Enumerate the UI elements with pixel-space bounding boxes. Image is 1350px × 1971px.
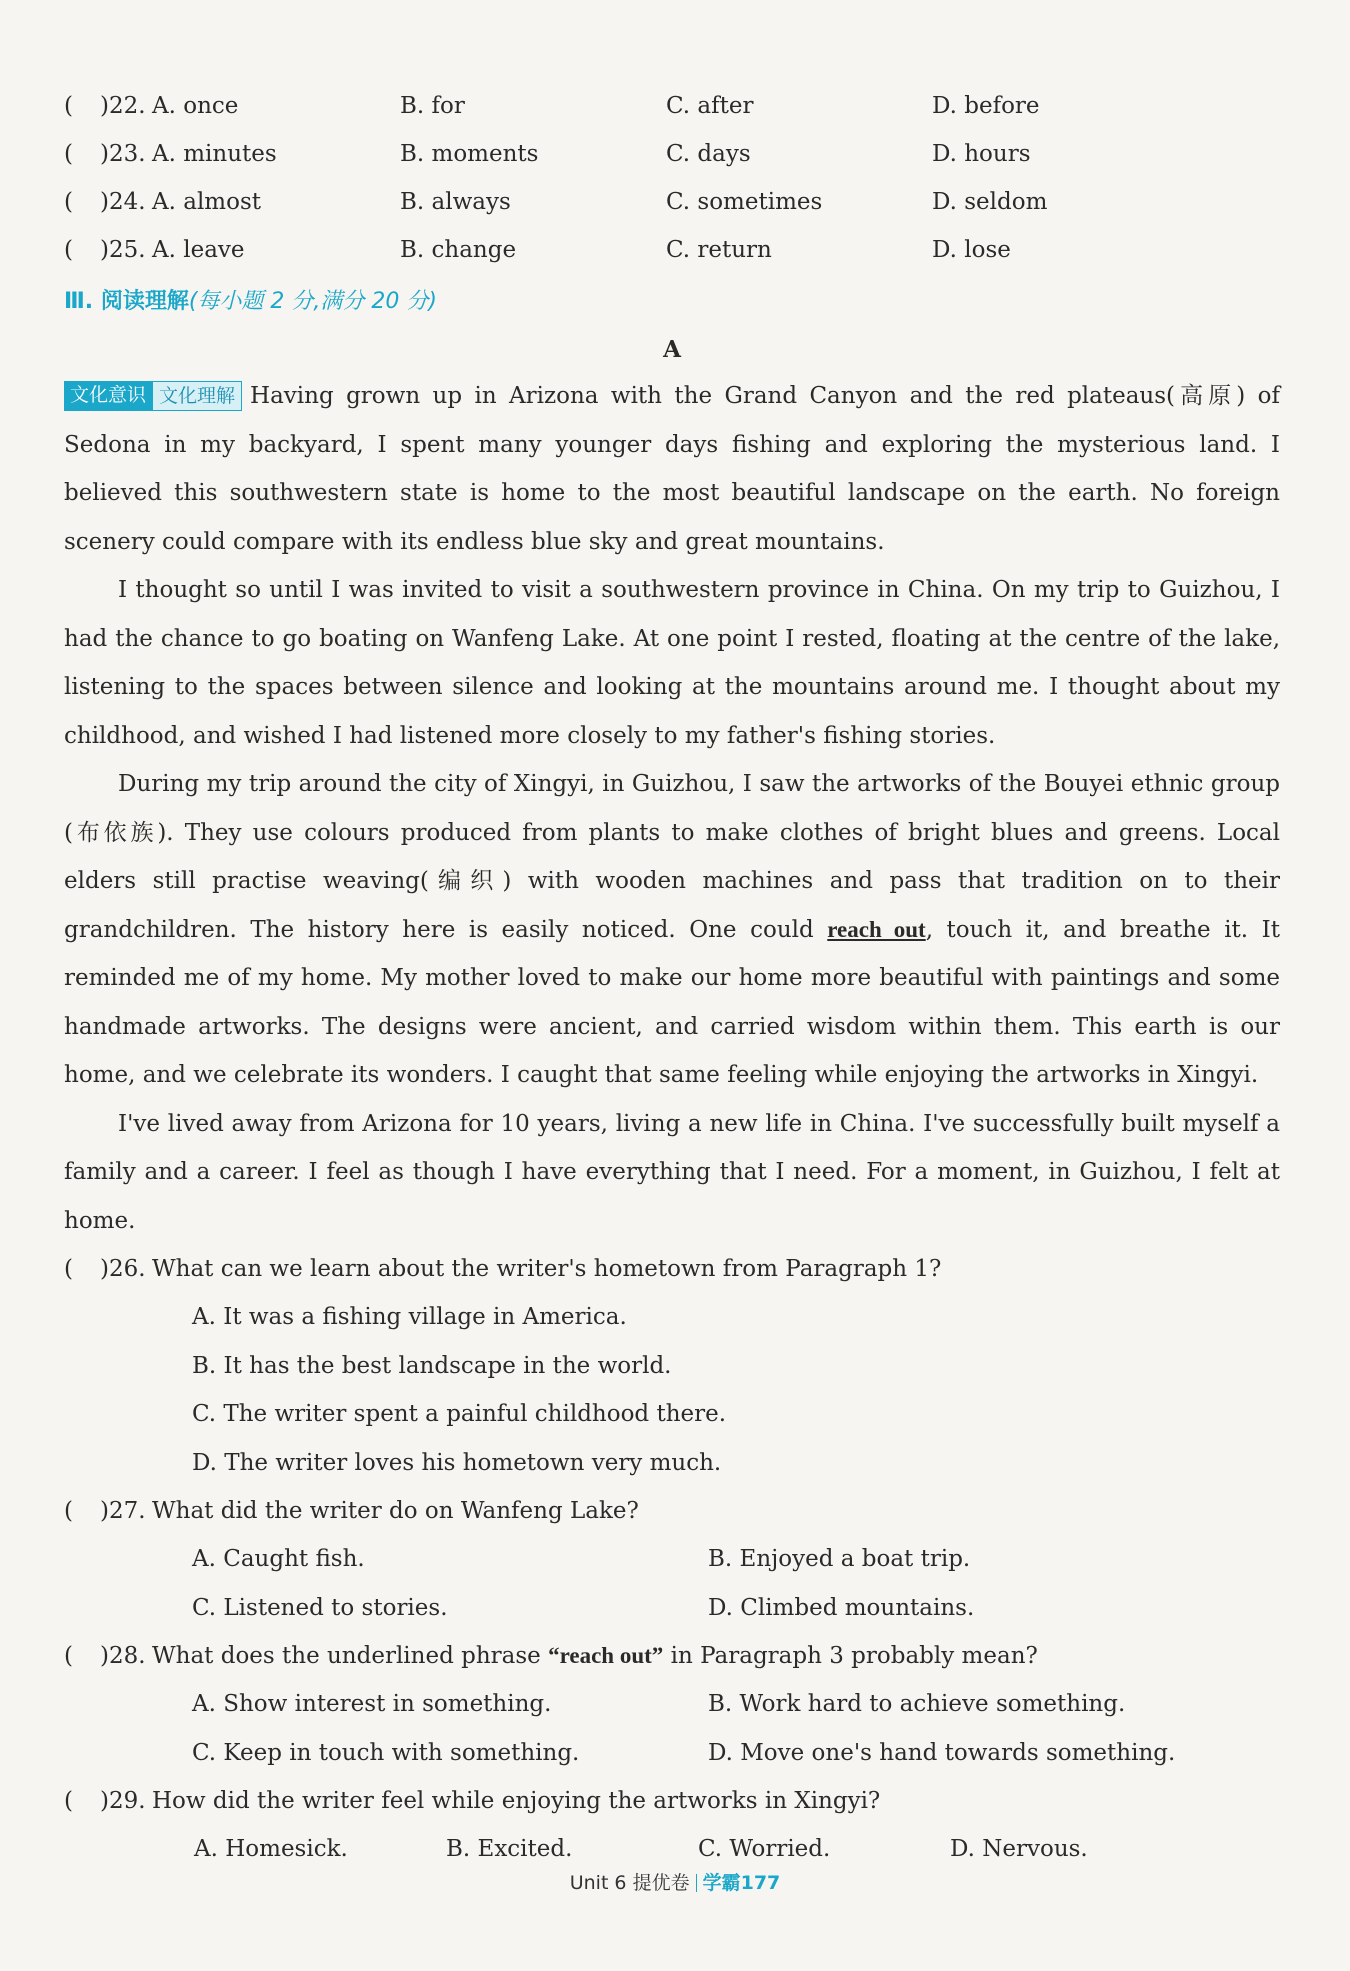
tag-cultural-awareness: 文化意识 <box>64 381 152 411</box>
cloze-options <box>64 82 1280 274</box>
option-b: B. for <box>400 93 465 119</box>
option-c: C. days <box>666 141 751 167</box>
question-29 <box>64 1777 1280 1874</box>
question-stem-line <box>64 1632 1280 1680</box>
cloze-row-24 <box>64 178 1280 226</box>
option-row <box>64 1825 1280 1874</box>
option-row-1 <box>64 1535 1280 1584</box>
question-number: )22. <box>100 93 146 119</box>
passage-heading: A <box>663 336 681 363</box>
option-c: C. Keep in touch with something. <box>192 1739 580 1766</box>
answer-blank[interactable]: ( <box>64 1788 73 1814</box>
question-stem-line <box>64 1777 1280 1825</box>
paragraph-2: I thought so until I was invited to visit a southwestern province in China. On my trip to Guizhou, I had the chance to go boating on Wanfeng Lake. At one point I rested, floating at the centre of the lake, listening to the spaces between silence and looking at the mountains around me. I thought about my childhood, and wished I had listened more closely to my father's fishing stories. <box>64 577 1280 749</box>
paragraph-1 <box>64 372 1280 566</box>
option-a: A. Caught fish. <box>192 1546 365 1572</box>
option-b: B. It has the best landscape in the world. <box>192 1352 672 1379</box>
option-d: D. Climbed mountains. <box>708 1594 975 1621</box>
option-row-1 <box>64 1680 1280 1729</box>
option-a: A. leave <box>152 237 245 263</box>
option-c: C. sometimes <box>666 189 823 215</box>
footer-brand: 学霸 <box>702 1872 741 1894</box>
answer-blank[interactable]: ( <box>64 1643 73 1669</box>
tag-cultural-understanding: 文化理解 <box>152 381 242 411</box>
option-d: D. lose <box>932 237 1011 263</box>
section-title-text: Ⅲ. 阅读理解 <box>64 289 189 314</box>
option-a: A. almost <box>152 189 262 215</box>
option-b: B. change <box>400 237 517 263</box>
question-stem-line <box>64 1487 1280 1535</box>
reading-passage <box>64 372 1280 1245</box>
option-row-2 <box>64 1584 1280 1633</box>
section-title <box>64 282 1280 322</box>
cloze-row-25 <box>64 226 1280 274</box>
option-c: C. The writer spent a painful childhood there. <box>192 1401 727 1427</box>
option-d: D. hours <box>932 141 1031 167</box>
option-a: A. minutes <box>152 141 277 167</box>
option-b: B. moments <box>400 141 539 167</box>
option-a: A. once <box>152 93 239 119</box>
paragraph-3-text-a: During my trip around the city of Xingyi, in Guizhou, I saw the artworks of the Bouyei ethnic group (布依族). They use colours produced from plants to make clothes of bright blues and greens. Local elders still practise weaving(编织) with wooden machines and pass that tradition on to their grandchildren. The history here is easily noticed. One could <box>64 771 1280 943</box>
question-28 <box>64 1632 1280 1777</box>
question-number: )25. <box>100 237 146 263</box>
option-a: A. Show interest in something. <box>192 1691 552 1717</box>
option-b: B. Enjoyed a boat trip. <box>708 1546 971 1572</box>
footer-divider <box>696 1874 697 1892</box>
answer-blank[interactable]: ( <box>64 237 73 263</box>
option-d: D. before <box>932 93 1040 119</box>
paragraph-3 <box>64 760 1280 1100</box>
option-a: A. Homesick. <box>194 1836 348 1862</box>
option-row-2 <box>64 1729 1280 1778</box>
question-number: )28. <box>100 1643 146 1669</box>
question-number: )29. <box>100 1788 146 1814</box>
paragraph-3-text-b: , touch it, and breathe it. It reminded me of my home. My mother loved to make our home more beautiful with paintings and some handmade artworks. The designs were ancient, and carried wisdom within them. This earth is our home, and we celebrate its wonders. I caught that same feeling while enjoying the artworks in Xingyi. <box>64 916 1280 1088</box>
section-score: (每小题 2 分,满分 20 分) <box>188 289 437 314</box>
option-c: C. after <box>666 93 754 119</box>
option-c: C. Worried. <box>698 1836 831 1862</box>
answer-blank[interactable]: ( <box>64 1498 73 1524</box>
answer-blank[interactable]: ( <box>64 1256 73 1282</box>
option-d: D. The writer loves his hometown very much. <box>192 1449 722 1476</box>
question-stem: What did the writer do on Wanfeng Lake? <box>152 1498 639 1524</box>
question-27 <box>64 1487 1280 1632</box>
answer-blank[interactable]: ( <box>64 141 73 167</box>
page-footer <box>0 1868 1350 1895</box>
answer-blank[interactable]: ( <box>64 189 73 215</box>
answer-blank[interactable]: ( <box>64 93 73 119</box>
question-number: )26. <box>100 1256 146 1282</box>
stem-phrase: “reach out” <box>548 1643 664 1668</box>
question-number: )24. <box>100 189 146 215</box>
question-stem <box>152 1632 1038 1680</box>
question-number: )23. <box>100 141 146 167</box>
question-stem: How did the writer feel while enjoying the artworks in Xingyi? <box>152 1788 881 1814</box>
paragraph-4: I've lived away from Arizona for 10 years, living a new life in China. I've successfully built myself a family and a career. I feel as though I have everything that I need. For a moment, in Guizhou, I felt at home. <box>64 1110 1280 1234</box>
option-d: D. seldom <box>932 189 1048 215</box>
option-d: D. Nervous. <box>950 1836 1088 1862</box>
option-c: C. return <box>666 237 772 263</box>
stem-text-a: What does the underlined phrase <box>152 1643 549 1669</box>
footer-unit: Unit 6 提优卷 <box>569 1872 690 1894</box>
option-b: B. Work hard to achieve something. <box>708 1691 1126 1717</box>
option-d: D. Move one's hand towards something. <box>708 1739 1176 1766</box>
underlined-phrase: reach out <box>827 916 926 942</box>
cloze-row-23 <box>64 130 1280 178</box>
option-a: A. It was a fishing village in America. <box>192 1304 627 1330</box>
question-number: )27. <box>100 1498 146 1524</box>
paragraph-1-text: Having grown up in Arizona with the Grand Canyon and the red plateaus(高原) of Sedona in my backyard, I spent many younger days fishing and exploring the mysterious land. I believed this southwestern state is home to the most beautiful landscape on the earth. No foreign scenery could compare with its endless blue sky and great mountains. <box>64 383 1280 555</box>
stem-text-b: in Paragraph 3 probably mean? <box>663 1643 1038 1669</box>
category-tags <box>64 381 242 411</box>
page-number: 177 <box>740 1872 781 1894</box>
question-26 <box>64 1245 1280 1487</box>
cloze-row-22 <box>64 82 1280 130</box>
option-b: B. Excited. <box>446 1836 573 1862</box>
question-stem-line <box>64 1245 1280 1293</box>
option-b: B. always <box>400 189 511 215</box>
option-c: C. Listened to stories. <box>192 1594 448 1621</box>
question-stem: What can we learn about the writer's hometown from Paragraph 1? <box>152 1256 942 1282</box>
